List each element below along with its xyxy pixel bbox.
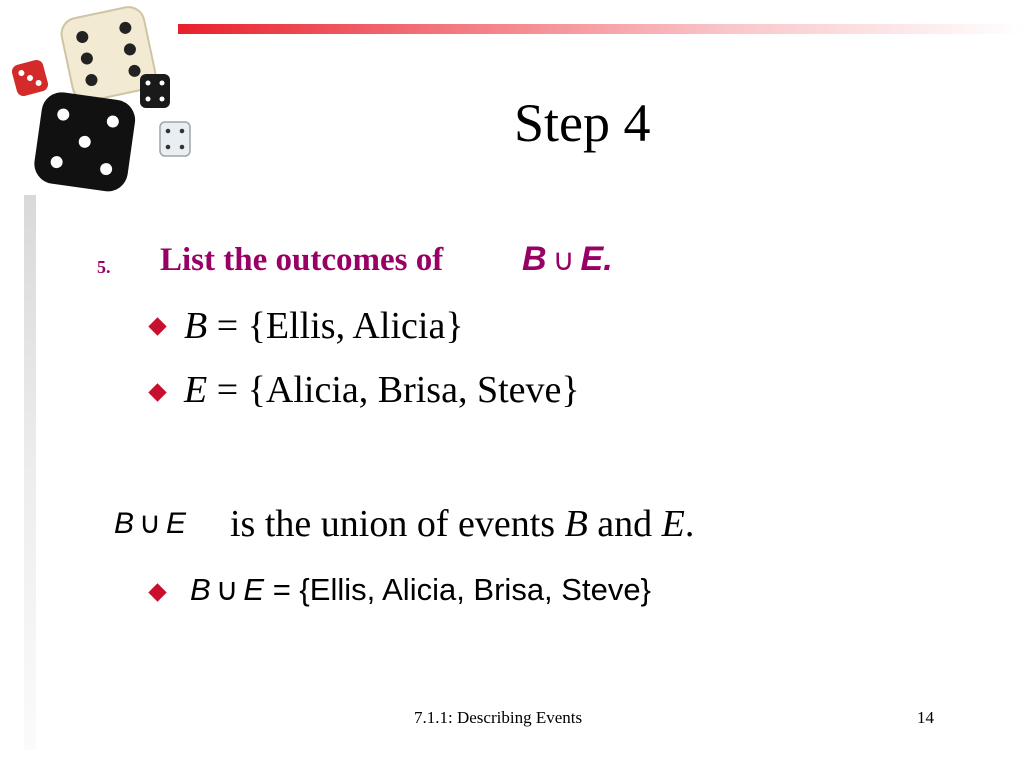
set-e-symbol: E xyxy=(580,240,604,278)
set-e-elements: {Alicia, Brisa, Steve} xyxy=(247,369,580,411)
set-b-variable: B xyxy=(184,305,208,347)
union-operator: ∪ xyxy=(552,244,575,277)
diamond-bullet-icon xyxy=(148,583,166,601)
equals-sign: = xyxy=(207,369,248,411)
set-b-symbol: B xyxy=(114,507,135,540)
period: . xyxy=(603,240,613,278)
union-description-text: is the union of events xyxy=(230,503,565,545)
union-operator: ∪ xyxy=(215,572,239,607)
page-number: 14 xyxy=(917,708,934,727)
item-number: 5. xyxy=(97,257,111,277)
set-b-symbol: B xyxy=(190,572,211,607)
equals-sign: = xyxy=(264,572,300,607)
slide-title: Step 4 xyxy=(514,93,651,153)
item-text: List the outcomes of xyxy=(160,242,444,278)
dice-icon xyxy=(0,0,200,200)
header-gradient-bar xyxy=(178,24,1024,34)
union-formula-heading xyxy=(522,240,613,279)
union-elements: {Ellis, Alicia, Brisa, Steve} xyxy=(299,572,651,607)
left-gradient-bar xyxy=(24,195,36,750)
union-operator: ∪ xyxy=(139,507,161,540)
union-expression xyxy=(114,506,186,541)
diamond-bullet-icon xyxy=(148,317,166,335)
set-e-definition xyxy=(184,368,580,412)
footer-caption: 7.1.1: Describing Events xyxy=(414,708,583,727)
union-result xyxy=(190,572,651,608)
set-e-symbol: E xyxy=(165,507,186,540)
set-b-elements: {Ellis, Alicia} xyxy=(247,305,464,347)
equals-sign: = xyxy=(207,305,248,347)
period: . xyxy=(684,503,695,545)
set-e-variable: E xyxy=(184,369,208,411)
diamond-bullet-icon xyxy=(148,383,166,401)
set-b-variable: B xyxy=(564,503,588,545)
set-e-symbol: E xyxy=(243,572,265,607)
union-description xyxy=(230,502,694,546)
set-e-variable: E xyxy=(661,503,685,545)
set-b-symbol: B xyxy=(522,240,547,278)
set-b-definition xyxy=(184,304,464,348)
conjunction: and xyxy=(587,503,662,545)
